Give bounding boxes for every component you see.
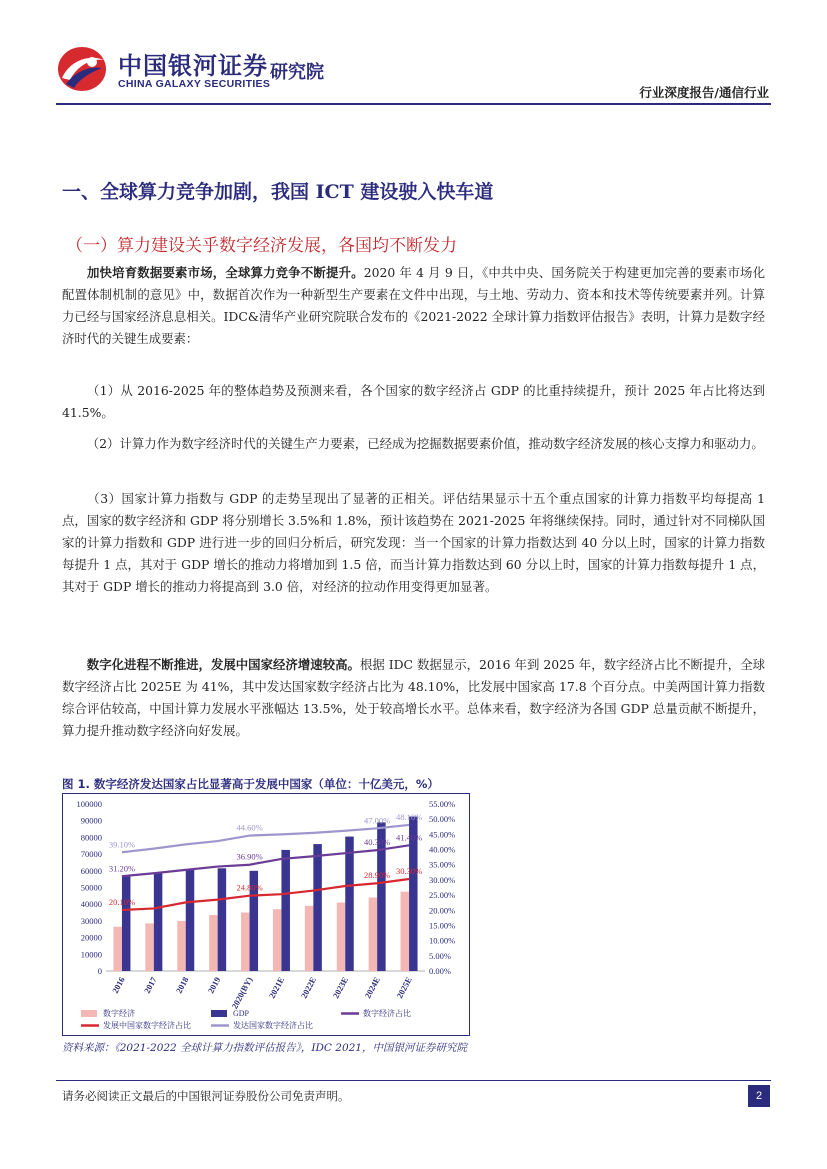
bar-gdp bbox=[154, 872, 163, 971]
page-number: 2 bbox=[748, 1085, 770, 1107]
legend-label: 数字经济 bbox=[103, 1009, 135, 1018]
bar-gdp bbox=[122, 876, 131, 971]
bar-gdp bbox=[345, 837, 354, 971]
institute-name: 研究院 bbox=[270, 62, 324, 83]
y-left-tick-label: 30000 bbox=[80, 915, 102, 926]
x-tick-label: 2019 bbox=[205, 975, 223, 995]
bar-digital-economy bbox=[337, 903, 346, 971]
bar-digital-economy bbox=[401, 892, 410, 971]
bar-digital-economy bbox=[113, 927, 122, 971]
data-label: 20.10% bbox=[108, 896, 136, 907]
data-label: 28.90% bbox=[364, 870, 391, 881]
y-right-tick-label: 45.00% bbox=[429, 829, 456, 840]
galaxy-logo-icon bbox=[56, 44, 108, 94]
chart-container bbox=[62, 793, 470, 1036]
y-right-tick-label: 50.00% bbox=[429, 814, 456, 825]
paragraph-2 bbox=[62, 380, 765, 424]
x-tick-label: 2018 bbox=[173, 975, 191, 995]
paragraph-text: （2）计算力作为数字经济时代的关键生产力要素，已经成为挖掘数据要素价值，推动数字经济发展的核心支撑力和驱动力。 bbox=[86, 436, 764, 451]
y-right-tick-label: 25.00% bbox=[429, 890, 456, 901]
x-tick-label: 2023E bbox=[330, 975, 351, 1000]
combo-chart bbox=[63, 794, 469, 1035]
header-divider bbox=[56, 103, 771, 105]
data-label: 48.10% bbox=[395, 811, 423, 822]
bar-gdp bbox=[281, 850, 290, 971]
paragraph-text: 2020 年 4 月 9 日，《中共中央、国务院关于构建更加完善的要素市场化配置体制机制的意见》中，数据首次作为一种新型生产要素在文件中出现，与土地、劳动力、资本和技术等传统要素并列。计算力已经与国家经济息息相关。IDC&清华产业研究院联合发布的《2021-2022 全球计算力指数评估报告》表明，计算力是数字经济时代的关键生成要素： bbox=[62, 265, 766, 346]
y-left-tick-label: 70000 bbox=[80, 849, 102, 860]
x-tick-label: 2021E bbox=[266, 975, 287, 1000]
legend-label: 发达国家数字经济占比 bbox=[233, 1021, 313, 1030]
y-left-tick-label: 0 bbox=[97, 966, 102, 976]
y-left-tick-label: 90000 bbox=[80, 815, 102, 826]
paragraph-text: （1）从 2016-2025 年的整体趋势及预测来看，各个国家的数字经济占 GDP 的比重持续提升，预计 2025 年占比将达到 41.5%。 bbox=[62, 383, 765, 420]
data-label: 36.90% bbox=[236, 851, 263, 862]
x-tick-label: 2017 bbox=[141, 975, 159, 995]
paragraph-5 bbox=[62, 654, 765, 742]
y-right-tick-label: 35.00% bbox=[429, 859, 456, 870]
data-label: 40.30% bbox=[364, 837, 391, 848]
y-right-tick-label: 10.00% bbox=[429, 935, 456, 946]
bar-gdp bbox=[218, 868, 227, 971]
x-tick-label: 2020(BY) bbox=[229, 975, 255, 1011]
bar-digital-economy bbox=[209, 915, 218, 971]
legend-swatch bbox=[81, 1010, 97, 1017]
bar-digital-economy bbox=[305, 906, 314, 971]
y-left-tick-label: 10000 bbox=[80, 949, 102, 960]
brand-name-en: CHINA GALAXY SECURITIES bbox=[118, 78, 271, 90]
footer-disclaimer: 请务必阅读正文最后的中国银河证券股份公司免责声明。 bbox=[62, 1089, 350, 1103]
y-right-tick-label: 30.00% bbox=[429, 874, 456, 885]
subsection-heading: （一）算力建设关乎数字经济发展，各国均不断发力 bbox=[66, 236, 457, 256]
legend-swatch bbox=[211, 1010, 227, 1017]
paragraph-4 bbox=[62, 488, 765, 598]
data-label: 47.00% bbox=[364, 815, 391, 826]
legend-label: 数字经济占比 bbox=[363, 1009, 411, 1018]
paragraph-3 bbox=[62, 433, 765, 455]
paragraph-text: （3）国家计算力指数与 GDP 的走势呈现出了显著的正相关。评估结果显示十五个重点国家的计算力指数平均每提高 1 点，国家的数字经济和 GDP 将分别增长 3.5%和 1.8%，预计该趋势在 2021-2025 年将继续保持。同时，通过针对不同梯队国家的计算力指数和 GDP 进行进一步的回归分析后，研究发现：当一个国家的计算力指数达到 40 分以上时，国家的计算力指数每提升 1 点，其对于 GDP 增长的推动力将增加到 1.5 倍，而当计算力指数达到 60 分以上时，国家的计算力指数每提升 1 点，其对于 GDP 增长的推动力将提高到 3.0 倍，对经济的拉动作用变得更加显著。 bbox=[62, 491, 765, 594]
report-type: 行业深度报告/通信行业 bbox=[639, 85, 769, 100]
page-header bbox=[0, 0, 827, 110]
y-left-tick-label: 40000 bbox=[80, 899, 102, 910]
y-left-tick-label: 60000 bbox=[80, 865, 102, 876]
y-right-tick-label: 40.00% bbox=[429, 844, 456, 855]
y-right-tick-label: 20.00% bbox=[429, 905, 456, 916]
figure-source: 资料来源：《2021-2022 全球计算力指数评估报告》，IDC 2021，中国银河证券研究院 bbox=[62, 1042, 467, 1054]
legend-label: 发展中国家数字经济占比 bbox=[103, 1021, 191, 1030]
paragraph-text: 根据 IDC 数据显示，2016 年到 2025 年，数字经济占比不断提升，全球数字经济占比 2025E 为 41%，其中发达国家数字经济占比为 48.10%，比发展中国家高 17.8 个百分点。中美两国计算力指数综合评估较高，中国计算力发展水平涨幅达 13.5%，处于较高增长水平。总体来看，数字经济为各国 GDP 总量贡献不断提升，算力提升推动数字经济向好发展。 bbox=[62, 657, 765, 738]
section-heading: 一、全球算力竞争加剧，我国 ICT 建设驶入快车道 bbox=[62, 181, 494, 203]
brand-name-cn: 中国银河证券 bbox=[118, 52, 268, 80]
data-label: 24.80% bbox=[236, 882, 263, 893]
bar-gdp bbox=[186, 869, 195, 971]
y-right-tick-label: 5.00% bbox=[429, 950, 451, 961]
y-right-tick-label: 55.00% bbox=[429, 799, 456, 809]
y-right-tick-label: 15.00% bbox=[429, 920, 456, 931]
bar-digital-economy bbox=[273, 909, 282, 971]
figure-title: 图 1. 数字经济发达国家占比显著高于发展中国家（单位：十亿美元，%） bbox=[62, 777, 439, 791]
y-left-tick-label: 20000 bbox=[80, 932, 102, 943]
data-label: 44.60% bbox=[236, 822, 263, 833]
x-tick-label: 2016 bbox=[109, 975, 127, 995]
legend-label: GDP bbox=[233, 1009, 250, 1018]
y-right-tick-label: 0.00% bbox=[429, 966, 451, 976]
x-tick-label: 2025E bbox=[394, 975, 414, 1000]
y-left-tick-label: 100000 bbox=[76, 799, 102, 809]
bar-digital-economy bbox=[369, 898, 378, 971]
line-series bbox=[122, 879, 409, 910]
footer-divider bbox=[56, 1080, 771, 1081]
data-label: 41.40% bbox=[395, 832, 423, 843]
paragraph-lead: 加快培育数据要素市场，全球算力竞争不断提升。 bbox=[86, 265, 364, 280]
paragraph-1 bbox=[62, 262, 765, 350]
bar-digital-economy bbox=[241, 913, 250, 971]
paragraph-lead: 数字化进程不断推进，发展中国家经济增速较高。 bbox=[86, 657, 360, 672]
y-left-tick-label: 80000 bbox=[80, 832, 102, 843]
bar-digital-economy bbox=[145, 923, 154, 971]
x-tick-label: 2024E bbox=[362, 975, 382, 1000]
data-label: 39.10% bbox=[108, 839, 136, 850]
y-left-tick-label: 50000 bbox=[80, 882, 102, 893]
bar-digital-economy bbox=[177, 921, 186, 971]
bar-gdp bbox=[313, 844, 322, 971]
x-tick-label: 2022E bbox=[298, 975, 319, 1000]
data-label: 30.30% bbox=[395, 865, 423, 876]
data-label: 31.20% bbox=[108, 863, 136, 874]
